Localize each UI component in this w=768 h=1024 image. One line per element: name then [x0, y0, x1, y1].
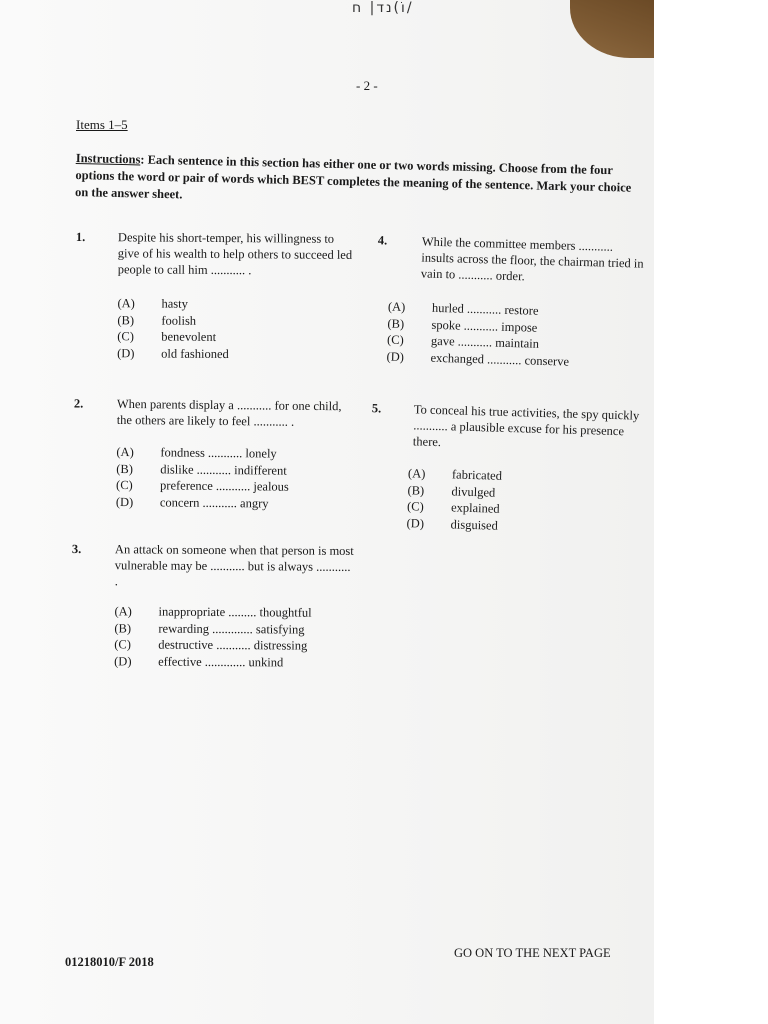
- document-code: 01218010/F 2018: [65, 955, 154, 969]
- instructions: [75, 150, 648, 214]
- question-stem: To conceal his true activities, the spy quickly ........... a plausible excuse for his presence there.: [412, 402, 640, 450]
- option-d: (D) old fashioned: [117, 345, 229, 361]
- next-page-notice: GO ON TO THE NEXT PAGE: [454, 946, 611, 960]
- option-b: (B) divulged: [407, 482, 496, 500]
- option-a: (A) inappropriate ......... thoughtful: [114, 604, 312, 620]
- option-b: (B) foolish: [117, 312, 197, 328]
- instructions-label: Instructions: [75, 150, 141, 167]
- question-number: 5.: [371, 401, 382, 416]
- option-b: (B) spoke ........... impose: [387, 316, 538, 335]
- option-b: (B) rewarding ............. satisfying: [114, 620, 305, 637]
- question-stem: When parents display a ........... for one child, the others are likely to feel ........... .: [116, 396, 342, 429]
- option-list: [386, 299, 570, 370]
- option-b: (B) dislike ........... indifferent: [116, 461, 287, 478]
- option-d: (D) exchanged ........... conserve: [386, 349, 570, 369]
- question-5: [371, 400, 646, 533]
- option-d: (D) effective ............. unkind: [114, 653, 284, 669]
- option-list: [114, 603, 312, 670]
- option-c: (C) explained: [406, 499, 500, 516]
- question-number: 1.: [75, 229, 86, 245]
- option-list: [117, 295, 229, 362]
- question-stem: An attack on someone when that person is most vulnerable may be ........... but is always ........... .: [114, 542, 354, 589]
- handwritten-note: וֹ)נד| ח/: [352, 0, 414, 16]
- option-d: (D) disguised: [406, 515, 499, 533]
- question-2: [73, 395, 364, 511]
- option-c: (C) gave ........... maintain: [386, 332, 540, 351]
- folded-corner: [570, 0, 654, 58]
- question-1: [75, 229, 366, 361]
- question-stem: Despite his short-temper, his willingness to give of his wealth to help others to succeed led people to call him ........... .: [117, 230, 353, 278]
- option-a: (A) fondness ........... lonely: [116, 444, 277, 461]
- option-c: (C) benevolent: [117, 329, 217, 344]
- option-a: (A) fabricated: [407, 466, 503, 483]
- option-a: (A) hasty: [117, 296, 188, 311]
- question-number: 3.: [71, 541, 82, 557]
- option-list: [116, 444, 289, 512]
- instructions-text: : Each sentence in this section has either one or two words missing. Choose from the four options the word or pair of words which BEST completes the meaning of the sentence. Mark your choice on the answer sheet.: [74, 152, 632, 202]
- option-list: [406, 465, 502, 534]
- option-d: (D) concern ........... angry: [115, 494, 269, 511]
- question-stem: While the committee members ........... insults across the floor, the chairman tried in vain to ........... order.: [420, 234, 644, 284]
- question-4: [377, 232, 646, 369]
- question-number: 2.: [73, 396, 84, 411]
- page-number: - 2 -: [356, 78, 378, 93]
- option-c: (C) preference ........... jealous: [116, 477, 289, 494]
- question-3: [71, 541, 362, 669]
- background-margin: [654, 0, 768, 1024]
- option-a: (A) hurled ........... restore: [387, 299, 539, 318]
- question-number: 4.: [377, 233, 388, 248]
- option-c: (C) destructive ........... distressing: [114, 637, 308, 653]
- section-title: Items 1–5: [76, 117, 128, 132]
